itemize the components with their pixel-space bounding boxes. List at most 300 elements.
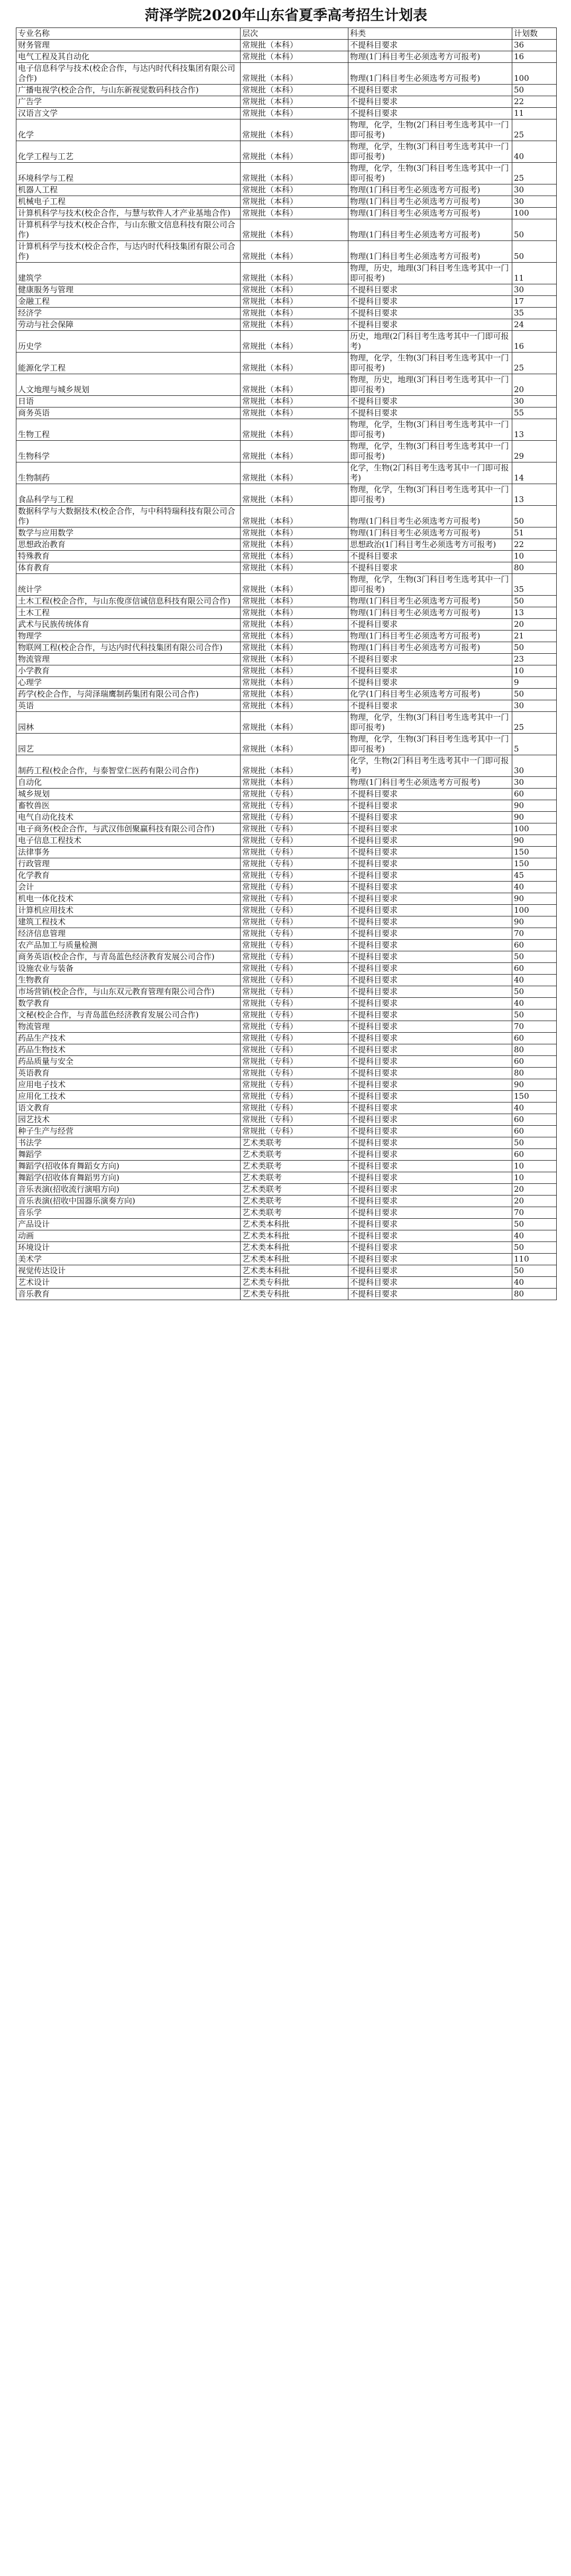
table-row: [16, 219, 557, 241]
plan-cell: 11: [512, 108, 557, 119]
plan-cell: 24: [512, 319, 557, 331]
major-cell: 思想政治教育: [16, 539, 241, 551]
major-cell: 行政管理: [16, 858, 241, 870]
major-cell: 财务管理: [16, 40, 241, 51]
table-row: [16, 1265, 557, 1277]
level-cell: 艺术类专科批: [241, 1289, 348, 1300]
table-row: [16, 951, 557, 963]
plan-cell: 21: [512, 631, 557, 642]
level-cell: 常规批（专科）: [241, 1021, 348, 1033]
level-cell: 常规批（本科）: [241, 562, 348, 574]
major-cell: 种子生产与经营: [16, 1126, 241, 1137]
level-cell: 常规批（本科）: [241, 506, 348, 527]
level-cell: 艺术类联考: [241, 1196, 348, 1207]
major-cell: 物理学: [16, 631, 241, 642]
subject-cell: 不提科目要求: [348, 1079, 512, 1091]
subject-cell: 物理，化学，生物(3门科目考生选考其中一门即可报考): [348, 419, 512, 441]
table-row: [16, 1137, 557, 1149]
plan-cell: 50: [512, 1219, 557, 1230]
table-row: [16, 551, 557, 562]
subject-cell: 物理(1门科目考生必须选考方可报考): [348, 51, 512, 63]
major-cell: 生物制药: [16, 462, 241, 484]
plan-cell: 80: [512, 562, 557, 574]
plan-cell: 30: [512, 396, 557, 407]
subject-cell: 不提科目要求: [348, 1149, 512, 1161]
subject-cell: 不提科目要求: [348, 108, 512, 119]
major-cell: 计算机科学与技术(校企合作，与达内时代科技集团有限公司合作): [16, 241, 241, 263]
table-row: [16, 1114, 557, 1126]
subject-cell: 不提科目要求: [348, 940, 512, 951]
subject-cell: 不提科目要求: [348, 1021, 512, 1033]
level-cell: 常规批（专科）: [241, 870, 348, 882]
level-cell: 常规批（专科）: [241, 812, 348, 823]
subject-cell: 不提科目要求: [348, 677, 512, 689]
table-row: [16, 562, 557, 574]
table-row: [16, 689, 557, 700]
subject-cell: 不提科目要求: [348, 1219, 512, 1230]
plan-cell: 22: [512, 539, 557, 551]
subject-cell: 不提科目要求: [348, 1242, 512, 1254]
major-cell: 电气工程及其自动化: [16, 51, 241, 63]
subject-cell: 不提科目要求: [348, 308, 512, 319]
table-row: [16, 574, 557, 596]
table-row: [16, 823, 557, 835]
plan-cell: 10: [512, 1172, 557, 1184]
major-cell: 英语教育: [16, 1068, 241, 1079]
level-cell: 常规批（专科）: [241, 1114, 348, 1126]
major-cell: 市场营销(校企合作，与山东双元教育管理有限公司合作): [16, 986, 241, 998]
table-row: [16, 141, 557, 163]
major-cell: 药品生产技术: [16, 1033, 241, 1044]
plan-cell: 70: [512, 1021, 557, 1033]
table-row: [16, 916, 557, 928]
level-cell: 常规批（本科）: [241, 607, 348, 619]
table-row: [16, 40, 557, 51]
subject-cell: 不提科目要求: [348, 847, 512, 858]
major-cell: 劳动与社会保障: [16, 319, 241, 331]
level-cell: 常规批（本科）: [241, 196, 348, 208]
level-cell: 常规批（专科）: [241, 858, 348, 870]
level-cell: 常规批（专科）: [241, 1033, 348, 1044]
table-row: [16, 1091, 557, 1102]
table-row: [16, 196, 557, 208]
major-cell: 特殊教育: [16, 551, 241, 562]
table-row: [16, 940, 557, 951]
plan-cell: 60: [512, 1126, 557, 1137]
major-cell: 生物科学: [16, 441, 241, 462]
plan-cell: 30: [512, 755, 557, 777]
major-cell: 英语: [16, 700, 241, 712]
plan-cell: 51: [512, 527, 557, 539]
level-cell: 常规批（本科）: [241, 219, 348, 241]
table-row: [16, 353, 557, 374]
level-cell: 常规批（专科）: [241, 986, 348, 998]
table-row: [16, 1254, 557, 1265]
plan-cell: 150: [512, 1091, 557, 1102]
level-cell: 常规批（本科）: [241, 777, 348, 789]
table-row: [16, 374, 557, 396]
plan-cell: 16: [512, 331, 557, 353]
subject-cell: 不提科目要求: [348, 870, 512, 882]
subject-cell: 不提科目要求: [348, 858, 512, 870]
table-row: [16, 51, 557, 63]
subject-cell: 不提科目要求: [348, 1137, 512, 1149]
subject-cell: 物理，化学，生物(3门科目考生选考其中一门即可报考): [348, 141, 512, 163]
level-cell: 艺术类联考: [241, 1207, 348, 1219]
level-cell: 常规批（专科）: [241, 951, 348, 963]
table-row: [16, 407, 557, 419]
level-cell: 常规批（本科）: [241, 85, 348, 96]
plan-cell: 25: [512, 119, 557, 141]
major-cell: 土木工程(校企合作，与山东俊彦信诚信息科技有限公司合作): [16, 596, 241, 607]
table-row: [16, 998, 557, 1009]
subject-cell: 物理(1门科目考生必须选考方可报考): [348, 642, 512, 654]
plan-cell: 90: [512, 835, 557, 847]
major-cell: 法律事务: [16, 847, 241, 858]
subject-cell: 不提科目要求: [348, 951, 512, 963]
subject-cell: 不提科目要求: [348, 296, 512, 308]
level-cell: 常规批（专科）: [241, 847, 348, 858]
level-cell: 常规批（本科）: [241, 331, 348, 353]
level-cell: 艺术类联考: [241, 1149, 348, 1161]
major-cell: 电子信息科学与技术(校企合作，与达内时代科技集团有限公司合作): [16, 63, 241, 85]
level-cell: 艺术类本科批: [241, 1219, 348, 1230]
major-cell: 音乐表演(招收中国器乐演奏方向): [16, 1196, 241, 1207]
subject-cell: 不提科目要求: [348, 963, 512, 975]
table-row: [16, 1277, 557, 1289]
subject-cell: 不提科目要求: [348, 562, 512, 574]
level-cell: 常规批（本科）: [241, 527, 348, 539]
major-cell: 舞蹈学(招收体育舞蹈男方向): [16, 1172, 241, 1184]
major-cell: 电子信息工程技术: [16, 835, 241, 847]
table-row: [16, 882, 557, 893]
major-cell: 农产品加工与质量检测: [16, 940, 241, 951]
major-cell: 药学(校企合作，与菏泽瑞鹰制药集团有限公司合作): [16, 689, 241, 700]
table-row: [16, 119, 557, 141]
level-cell: 常规批（本科）: [241, 263, 348, 284]
table-row: [16, 331, 557, 353]
level-cell: 常规批（本科）: [241, 619, 348, 631]
plan-cell: 40: [512, 975, 557, 986]
subject-cell: 物理(1门科目考生必须选考方可报考): [348, 596, 512, 607]
major-cell: 电气自动化技术: [16, 812, 241, 823]
subject-cell: 物理，化学，生物(3门科目考生选考其中一门即可报考): [348, 734, 512, 755]
subject-cell: 不提科目要求: [348, 1091, 512, 1102]
table-row: [16, 1149, 557, 1161]
subject-cell: 不提科目要求: [348, 1230, 512, 1242]
table-row: [16, 847, 557, 858]
table-row: [16, 396, 557, 407]
table-row: [16, 108, 557, 119]
plan-cell: 60: [512, 940, 557, 951]
level-cell: 常规批（本科）: [241, 119, 348, 141]
level-cell: 常规批（本科）: [241, 396, 348, 407]
subject-cell: 物理(1门科目考生必须选考方可报考): [348, 208, 512, 219]
major-cell: 广告学: [16, 96, 241, 108]
table-row: [16, 319, 557, 331]
table-row: [16, 1126, 557, 1137]
header-plan: 计划数: [512, 28, 557, 40]
level-cell: 常规批（本科）: [241, 284, 348, 296]
level-cell: 常规批（本科）: [241, 462, 348, 484]
subject-cell: 物理(1门科目考生必须选考方可报考): [348, 241, 512, 263]
subject-cell: 物理(1门科目考生必须选考方可报考): [348, 63, 512, 85]
major-cell: 物流管理: [16, 654, 241, 665]
level-cell: 艺术类联考: [241, 1184, 348, 1196]
major-cell: 制药工程(校企合作，与泰智堂仁医药有限公司合作): [16, 755, 241, 777]
subject-cell: 不提科目要求: [348, 1009, 512, 1021]
table-row: [16, 296, 557, 308]
subject-cell: 不提科目要求: [348, 1161, 512, 1172]
level-cell: 常规批（本科）: [241, 441, 348, 462]
table-row: [16, 1230, 557, 1242]
plan-cell: 50: [512, 241, 557, 263]
subject-cell: 不提科目要求: [348, 800, 512, 812]
level-cell: 常规批（专科）: [241, 1126, 348, 1137]
level-cell: 常规批（本科）: [241, 665, 348, 677]
plan-cell: 50: [512, 596, 557, 607]
table-row: [16, 870, 557, 882]
major-cell: 心理学: [16, 677, 241, 689]
subject-cell: 不提科目要求: [348, 654, 512, 665]
table-row: [16, 96, 557, 108]
subject-cell: 物理，化学，生物(3门科目考生选考其中一门即可报考): [348, 441, 512, 462]
subject-cell: 物理(1门科目考生必须选考方可报考): [348, 506, 512, 527]
major-cell: 广播电视学(校企合作，与山东新视觉数码科技合作): [16, 85, 241, 96]
level-cell: 常规批（专科）: [241, 1091, 348, 1102]
table-row: [16, 1184, 557, 1196]
level-cell: 常规批（本科）: [241, 208, 348, 219]
major-cell: 能源化学工程: [16, 353, 241, 374]
plan-cell: 25: [512, 353, 557, 374]
level-cell: 常规批（本科）: [241, 677, 348, 689]
table-row: [16, 484, 557, 506]
plan-cell: 90: [512, 916, 557, 928]
plan-cell: 45: [512, 870, 557, 882]
subject-cell: 不提科目要求: [348, 789, 512, 800]
level-cell: 常规批（本科）: [241, 141, 348, 163]
table-row: [16, 986, 557, 998]
table-row: [16, 928, 557, 940]
table-row: [16, 1102, 557, 1114]
subject-cell: 物理，历史，地理(3门科目考生选考其中一门即可报考): [348, 374, 512, 396]
subject-cell: 不提科目要求: [348, 96, 512, 108]
plan-cell: 9: [512, 677, 557, 689]
plan-cell: 30: [512, 184, 557, 196]
subject-cell: 物理(1门科目考生必须选考方可报考): [348, 777, 512, 789]
level-cell: 常规批（本科）: [241, 484, 348, 506]
subject-cell: 物理(1门科目考生必须选考方可报考): [348, 631, 512, 642]
major-cell: 经济学: [16, 308, 241, 319]
level-cell: 艺术类联考: [241, 1172, 348, 1184]
plan-cell: 13: [512, 484, 557, 506]
subject-cell: 不提科目要求: [348, 85, 512, 96]
major-cell: 计算机科学与技术(校企合作，与慧与软件人才产业基地合作): [16, 208, 241, 219]
table-row: [16, 963, 557, 975]
table-row: [16, 163, 557, 184]
subject-cell: 不提科目要求: [348, 1126, 512, 1137]
table-row: [16, 631, 557, 642]
table-row: [16, 539, 557, 551]
subject-cell: 不提科目要求: [348, 1102, 512, 1114]
subject-cell: 不提科目要求: [348, 665, 512, 677]
header-subject: 科类: [348, 28, 512, 40]
major-cell: 数学与应用数学: [16, 527, 241, 539]
table-row: [16, 1289, 557, 1300]
plan-cell: 40: [512, 141, 557, 163]
subject-cell: 不提科目要求: [348, 882, 512, 893]
level-cell: 常规批（本科）: [241, 631, 348, 642]
major-cell: 畜牧兽医: [16, 800, 241, 812]
major-cell: 音乐教育: [16, 1289, 241, 1300]
major-cell: 体育教育: [16, 562, 241, 574]
table-row: [16, 85, 557, 96]
major-cell: 食品科学与工程: [16, 484, 241, 506]
plan-cell: 30: [512, 284, 557, 296]
major-cell: 物联网工程(校企合作，与达内时代科技集团有限公司合作): [16, 642, 241, 654]
table-row: [16, 506, 557, 527]
subject-cell: 不提科目要求: [348, 812, 512, 823]
level-cell: 常规批（本科）: [241, 407, 348, 419]
table-row: [16, 700, 557, 712]
level-cell: 常规批（专科）: [241, 823, 348, 835]
subject-cell: 物理，化学，生物(2门科目考生选考其中一门即可报考): [348, 119, 512, 141]
major-cell: 日语: [16, 396, 241, 407]
plan-cell: 20: [512, 1184, 557, 1196]
plan-cell: 55: [512, 407, 557, 419]
table-row: [16, 835, 557, 847]
table-row: [16, 642, 557, 654]
subject-cell: 化学(1门科目考生必须选考方可报考): [348, 689, 512, 700]
major-cell: 产品设计: [16, 1219, 241, 1230]
table-row: [16, 1044, 557, 1056]
table-row: [16, 1021, 557, 1033]
table-row: [16, 665, 557, 677]
plan-cell: 90: [512, 812, 557, 823]
table-row: [16, 1033, 557, 1044]
table-row: [16, 619, 557, 631]
level-cell: 常规批（专科）: [241, 940, 348, 951]
level-cell: 常规批（本科）: [241, 51, 348, 63]
major-cell: 生物教育: [16, 975, 241, 986]
major-cell: 健康服务与管理: [16, 284, 241, 296]
level-cell: 常规批（本科）: [241, 700, 348, 712]
major-cell: 人文地理与城乡规划: [16, 374, 241, 396]
subject-cell: 不提科目要求: [348, 1068, 512, 1079]
table-row: [16, 596, 557, 607]
plan-cell: 10: [512, 665, 557, 677]
major-cell: 药品质量与安全: [16, 1056, 241, 1068]
level-cell: 常规批（专科）: [241, 893, 348, 905]
level-cell: 常规批（本科）: [241, 319, 348, 331]
major-cell: 建筑学: [16, 263, 241, 284]
subject-cell: 物理(1门科目考生必须选考方可报考): [348, 527, 512, 539]
table-header-row: [16, 28, 557, 40]
major-cell: 文秘(校企合作，与青岛蓝色经济教育发展公司合作): [16, 1009, 241, 1021]
plan-cell: 40: [512, 1102, 557, 1114]
level-cell: 常规批（本科）: [241, 241, 348, 263]
major-cell: 视觉传达设计: [16, 1265, 241, 1277]
table-row: [16, 419, 557, 441]
level-cell: 常规批（专科）: [241, 928, 348, 940]
plan-cell: 60: [512, 1149, 557, 1161]
table-row: [16, 1079, 557, 1091]
major-cell: 历史学: [16, 331, 241, 353]
table-row: [16, 1009, 557, 1021]
subject-cell: 物理(1门科目考生必须选考方可报考): [348, 219, 512, 241]
level-cell: 常规批（本科）: [241, 40, 348, 51]
subject-cell: 不提科目要求: [348, 1184, 512, 1196]
level-cell: 常规批（专科）: [241, 1102, 348, 1114]
major-cell: 机器人工程: [16, 184, 241, 196]
subject-cell: 不提科目要求: [348, 1207, 512, 1219]
plan-cell: 5: [512, 734, 557, 755]
subject-cell: 物理(1门科目考生必须选考方可报考): [348, 184, 512, 196]
table-row: [16, 1242, 557, 1254]
plan-cell: 23: [512, 654, 557, 665]
major-cell: 城乡规划: [16, 789, 241, 800]
major-cell: 应用电子技术: [16, 1079, 241, 1091]
subject-cell: 不提科目要求: [348, 407, 512, 419]
level-cell: 常规批（专科）: [241, 1068, 348, 1079]
table-row: [16, 1219, 557, 1230]
table-row: [16, 184, 557, 196]
subject-cell: 不提科目要求: [348, 1044, 512, 1056]
subject-cell: 不提科目要求: [348, 1056, 512, 1068]
plan-cell: 80: [512, 1289, 557, 1300]
subject-cell: 不提科目要求: [348, 1033, 512, 1044]
level-cell: 常规批（本科）: [241, 551, 348, 562]
plan-cell: 25: [512, 712, 557, 734]
major-cell: 书法学: [16, 1137, 241, 1149]
plan-cell: 90: [512, 893, 557, 905]
subject-cell: 化学，生物(2门科目考生选考其中一门即可报考): [348, 755, 512, 777]
level-cell: 常规批（专科）: [241, 963, 348, 975]
level-cell: 常规批（本科）: [241, 755, 348, 777]
level-cell: 常规批（本科）: [241, 63, 348, 85]
subject-cell: 不提科目要求: [348, 319, 512, 331]
level-cell: 常规批（专科）: [241, 800, 348, 812]
table-row: [16, 607, 557, 619]
plan-cell: 20: [512, 1196, 557, 1207]
table-row: [16, 1207, 557, 1219]
subject-cell: 不提科目要求: [348, 986, 512, 998]
plan-cell: 60: [512, 1033, 557, 1044]
plan-cell: 60: [512, 963, 557, 975]
subject-cell: 不提科目要求: [348, 1196, 512, 1207]
major-cell: 武术与民族传统体育: [16, 619, 241, 631]
level-cell: 常规批（本科）: [241, 539, 348, 551]
level-cell: 常规批（本科）: [241, 734, 348, 755]
subject-cell: 物理，化学，生物(3门科目考生选考其中一门即可报考): [348, 712, 512, 734]
level-cell: 常规批（专科）: [241, 998, 348, 1009]
plan-cell: 150: [512, 847, 557, 858]
subject-cell: 思想政治(1门科目考生必须选考方可报考): [348, 539, 512, 551]
subject-cell: 不提科目要求: [348, 396, 512, 407]
table-row: [16, 777, 557, 789]
table-row: [16, 1196, 557, 1207]
level-cell: 常规批（专科）: [241, 916, 348, 928]
level-cell: 常规批（本科）: [241, 184, 348, 196]
plan-cell: 60: [512, 789, 557, 800]
table-row: [16, 800, 557, 812]
level-cell: 常规批（本科）: [241, 308, 348, 319]
major-cell: 环境设计: [16, 1242, 241, 1254]
table-row: [16, 755, 557, 777]
level-cell: 常规批（本科）: [241, 642, 348, 654]
plan-cell: 50: [512, 1009, 557, 1021]
level-cell: 艺术类本科批: [241, 1230, 348, 1242]
